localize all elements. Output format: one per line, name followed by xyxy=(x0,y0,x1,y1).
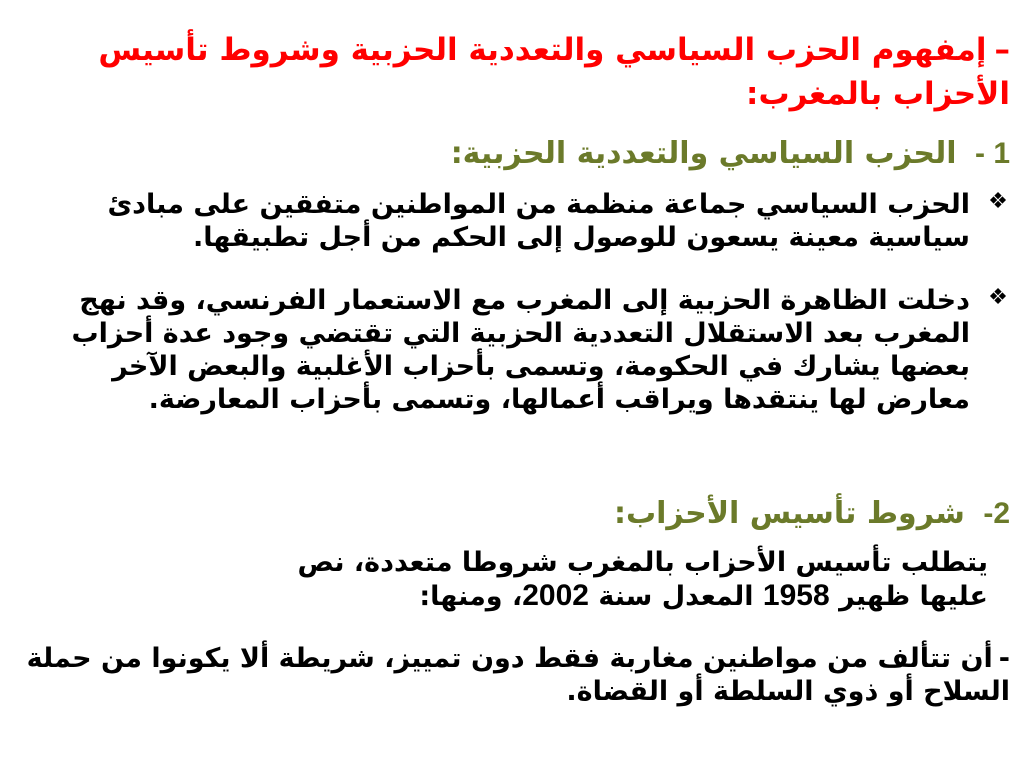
diamond-bullet-icon: ❖ xyxy=(988,285,1008,310)
section-1-heading xyxy=(20,134,1010,174)
year-1958: 1958 xyxy=(762,579,830,612)
section-1-number: 1 - xyxy=(974,137,1010,170)
bullet-1-text: الحزب السياسي جماعة منظمة من المواطنين متفقين على مبادئ سياسية معينة يسعون للوصول إلى الحكم من أجل تطبيقها. xyxy=(107,189,970,253)
section-2-heading xyxy=(20,494,1010,534)
year-2002: 2002 xyxy=(522,579,589,612)
bullet-item-2 xyxy=(20,284,1010,416)
section-1-title: الحزب السياسي والتعددية الحزبية: xyxy=(450,136,957,171)
condition-item xyxy=(20,642,1010,708)
diamond-bullet-icon: ❖ xyxy=(988,189,1008,214)
title-text: إمفهوم الحزب السياسي والتعددية الحزبية وشروط تأسيس الأحزاب بالمغرب: xyxy=(98,32,1010,112)
bullet-2-text: دخلت الظاهرة الحزبية إلى المغرب مع الاستعمار الفرنسي، وقد نهج المغرب بعد الاستقلال التعددية الحزبية التي تقتضي وجود عدة أحزاب بعضها يشارك في الحكومة، وتسمى بأحزاب الأغلبية والبعض الآخر معارض لها ينتقدها ويراقب أعمالها، وتسمى بأحزاب المعارضة. xyxy=(71,285,970,415)
title-dash: – xyxy=(994,32,1010,68)
including-text: ، ومنها: xyxy=(419,581,523,612)
condition-dash: - xyxy=(998,643,1010,674)
section-2-number: 2- xyxy=(983,497,1010,530)
amended-text: المعدل سنة xyxy=(598,581,754,612)
conditions-intro-line-1: يتطلب تأسيس الأحزاب بالمغرب شروطا متعددة، نص xyxy=(297,547,988,578)
bullet-item-1 xyxy=(20,188,1010,254)
section-2-title: شروط تأسيس الأحزاب: xyxy=(613,496,965,531)
conditions-intro-line-2 xyxy=(20,579,988,613)
condition-text: أن تتألف من مواطنين مغاربة فقط دون تمييز، شريطة ألا يكونوا من حملة السلاح أو ذوي السلطة أو القضاة. xyxy=(26,643,1010,707)
dahir-text: عليها ظهير xyxy=(839,581,988,612)
conditions-intro xyxy=(20,546,988,613)
slide-title xyxy=(20,28,1010,116)
